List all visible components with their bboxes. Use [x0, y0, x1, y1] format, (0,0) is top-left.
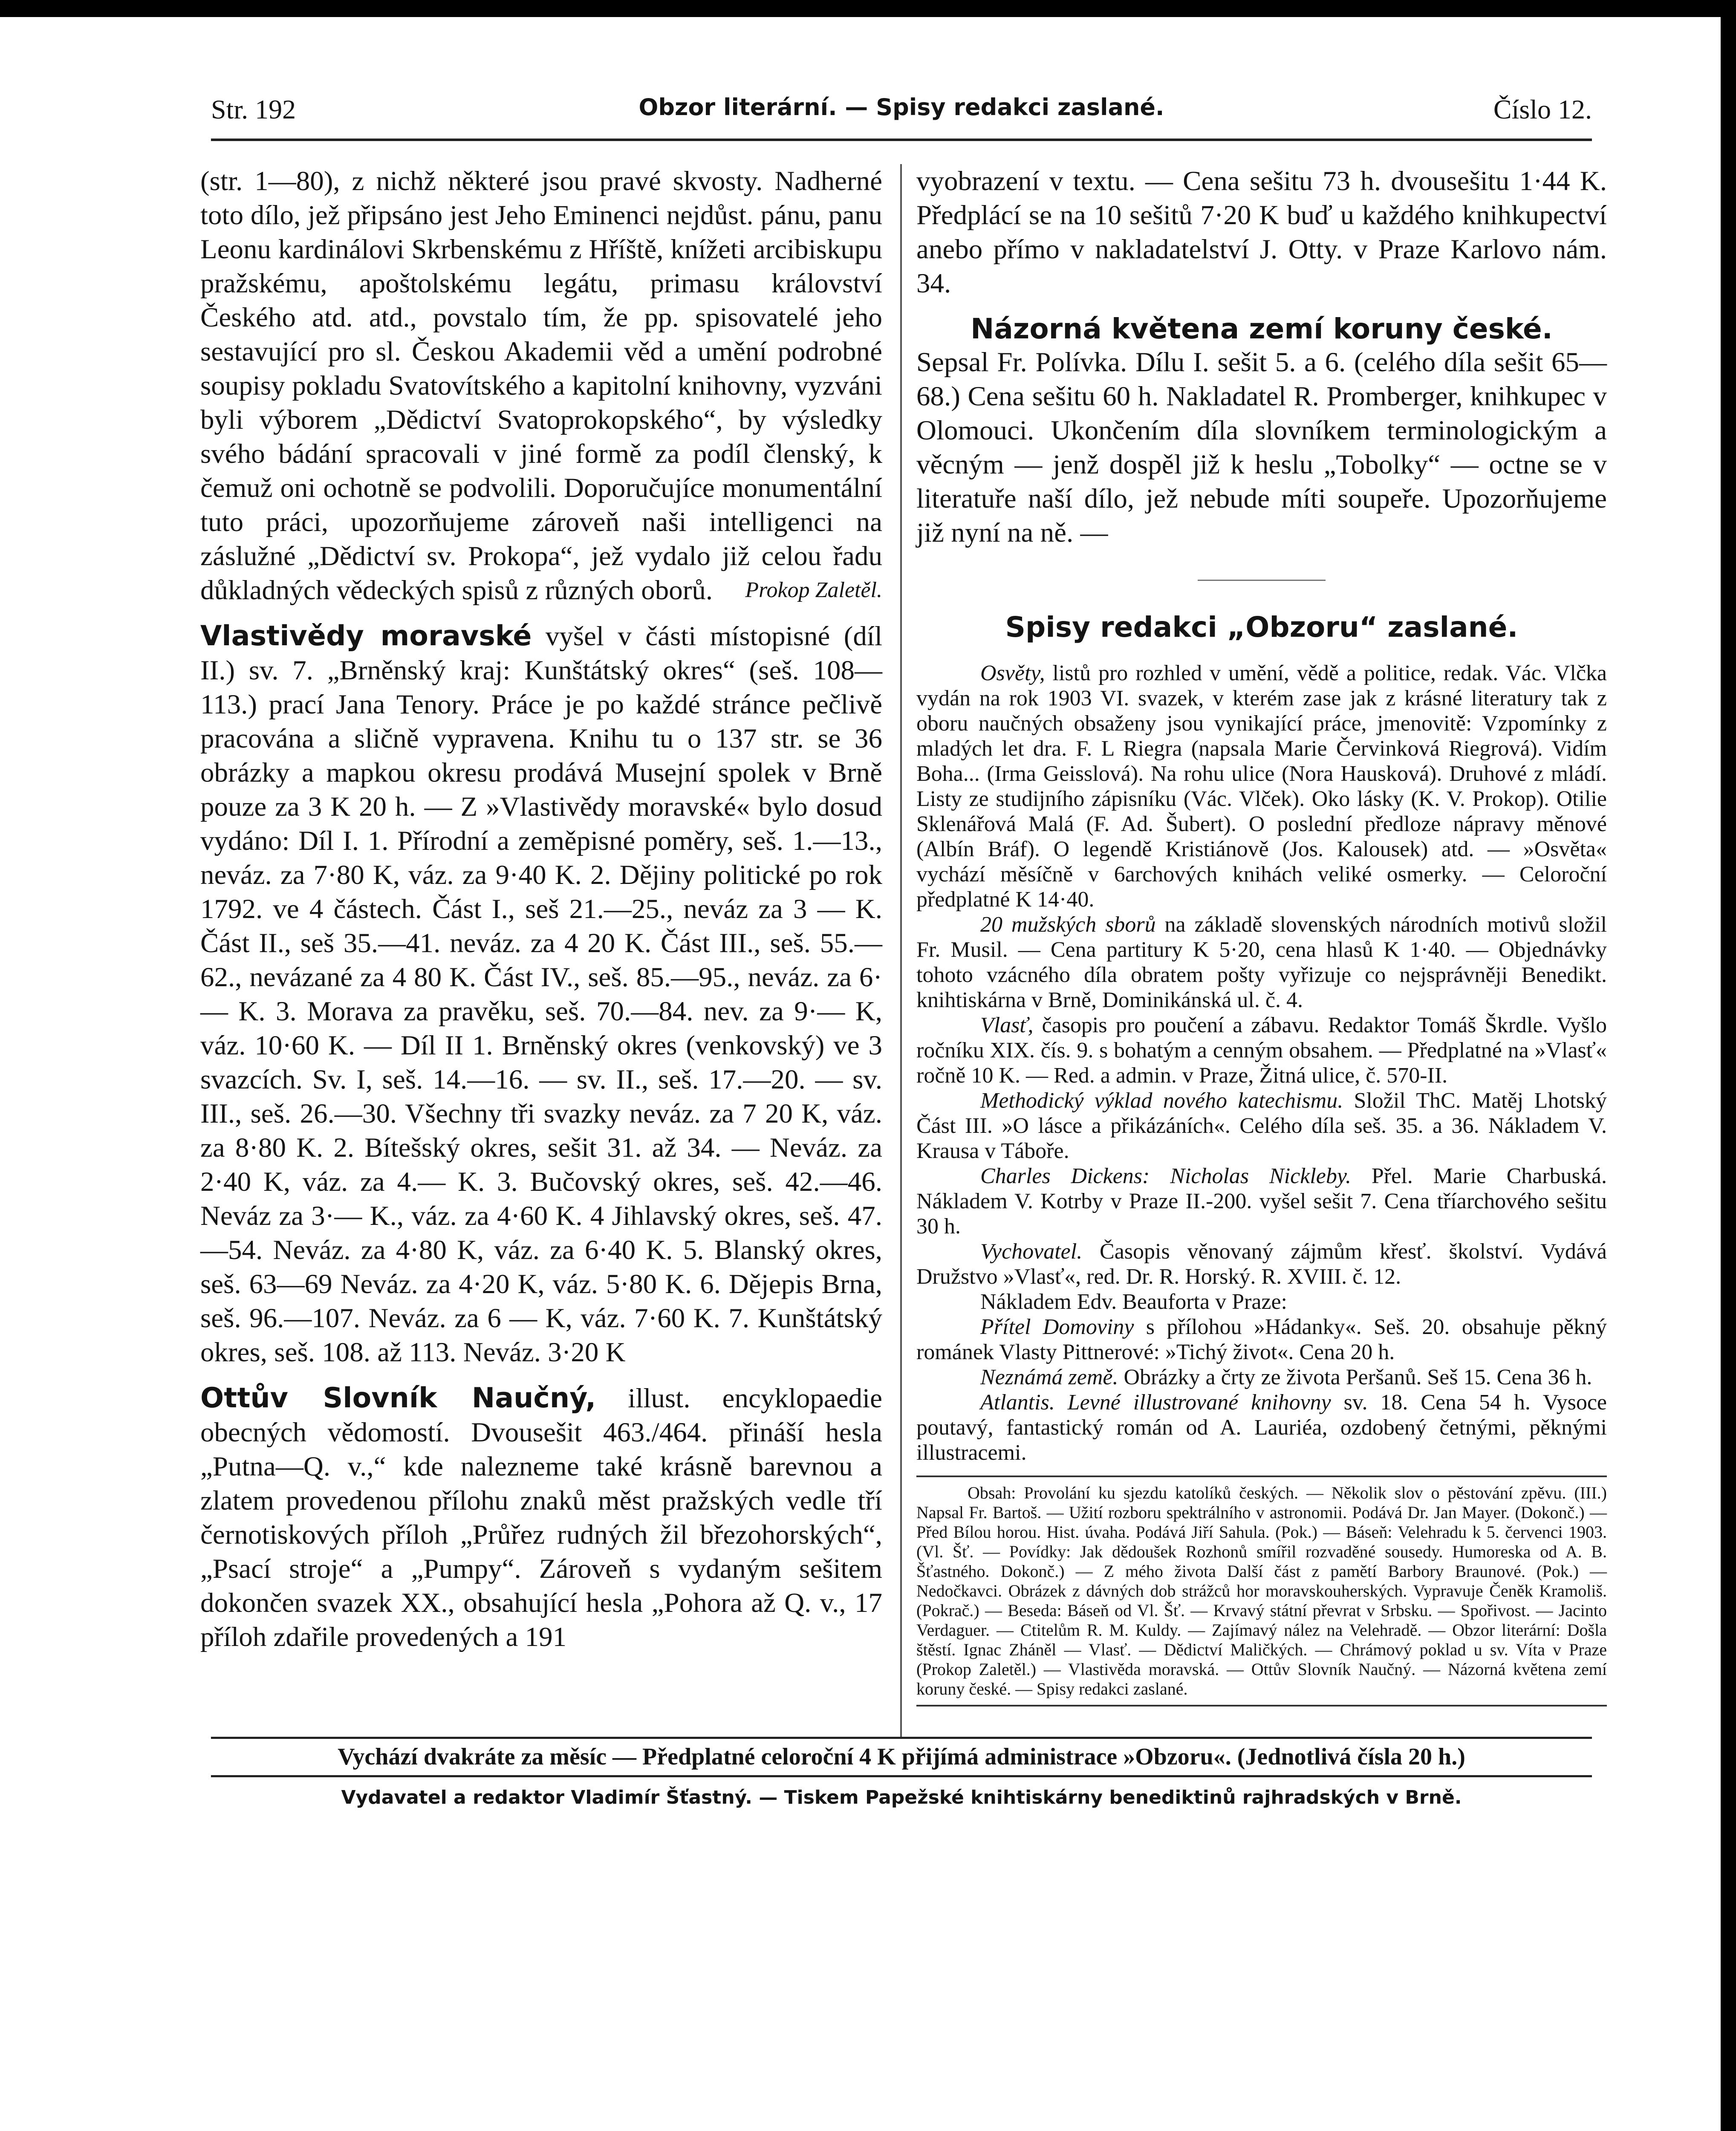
table-of-contents: Obsah: Provolání ku sjezdu katolíků českých. — Několik slov o pěstování zpěvu. (III.) Napsal Fr. Bartoš. — Užití rozboru spektrálního v astronomii. Podává Dr. Jan Mayer. (Dokonč.) — Před Bílou horou. Hist. úvaha. Podává Jiří Sahula. (Pok.) — Báseň: Velehradu k 5. červenci 1903. (Vl. Šť. — Povídky: Jak dědoušek Rozhonů smířil rozvaděné sousedy. Humoreska od A. B. Šťastného. Dokonč.) — Z mého života Další část z pamětí Barbory Braunové. (Pok.) — Nedočkavci. Obrázek z dávných dob strážců hor moravskouherských. Vypravuje Čeněk Kramoliš. (Pokrač.) — Beseda: Báseň od Vl. Šť. — Krvavý státní převrat v Srbsku. — Spořivost. — Jacinto Verdaguer. — Ctitelům R. M. Kuldy. — Zajímavý nález na Velehradě. — Obzor literární: Došla štěstí. Ignac Zháněl — Vlasť. — Dědictví Maličkých. — Chrámový poklad u sv. Víta v Praze (Prokop Zaletěl.) — Vlastivěda moravská. — Ottův Slovník Naučný. — Názorná květena zemí koruny české. — Spisy redakci zaslané. [916, 1483, 1607, 1698]
article-continuation [200, 164, 882, 607]
list-item [916, 661, 1607, 912]
item-title: Vlasť, [980, 1013, 1034, 1037]
list-item [916, 1390, 1607, 1465]
right-column [916, 164, 1607, 1707]
list-item [916, 912, 1607, 1013]
item-text: Přel. Marie Charbuská. Nákladem V. Kotrby v Praze II.-200. vyšel sešit 7. Cena tříarchového sešitu 30 h. [916, 1164, 1607, 1239]
ottuv-text: illust. encyklopaedie obecných vědomostí. Dvousešit 463./464. přináší hesla „Putna—Q. v.,“ kde nalezneme také krásně barevnou a zlatem provedenou přílohu znaků měst pražských vedle tří černotiskových příloh „Průřez rudných žil březohorských“, „Psací stroje“ a „Pumpy“. Zároveň s vydaným sešitem dokončen svazek XX., obsahující hesla „Pohora až Q. v., 17 příloh zdařile provedených a 191 [200, 1383, 882, 1652]
article-text: (str. 1—80), z nichž některé jsou pravé skvosty. Nadherné toto dílo, jež připsáno jest Jeho Eminenci nejdůst. pánu, panu Leonu kardinálovi Skrbenskému z Hříště, knížeti arcibiskupu pražskému, apoštolskému legátu, primasu království Českého atd. atd., povstalo tím, že pp. spisovatelé jeho sestavující pro sl. Českou Akademii věd a umění podrobné soupisy pokladu Svatovítského a kapitolní knihovny, vyzváni byli výborem „Dědictví Svatoprokopského“, by výsledky svého bádání spracovali v jiné formě za podíl členský, k čemuž oni ochotně se podvolili. Doporučujíce monumentální tuto práci, upozorňujeme zároveň naši intelligenci na záslužné „Dědictví sv. Prokopa“, jež vydalo již celou řadu důkladných vědeckých spisů z různých oborů. [200, 166, 882, 606]
scan-border-right [1721, 0, 1736, 2131]
item-title: Přítel Domoviny [980, 1315, 1134, 1339]
header-rule [211, 139, 1592, 141]
item-title: Methodický výklad nového katechismu. [980, 1089, 1343, 1113]
item-title: Atlantis. Levné illustrované knihovny [980, 1390, 1331, 1415]
item-text: listů pro rozhled v umění, vědě a politice, redak. Vác. Vlčka vydán na rok 1903 VI. svazek, v kterém zase jak z krásné literatury tak z oboru naučných obsaženy jsou vynikající práce, jmenovitě: Vzpomínky z mladých let dra. F. L Riegra (napsala Marie Červinková Riegrová). Vidím Boha... (Irma Geisslová). Na rohu ulice (Nora Hausková). Druhové z mládí. Listy ze studijního zápisníku (Vác. Vlček). Oko lásky (K. V. Prokop). Otilie Sklenářová Malá (F. Ad. Šubert). O poslední předloze nápravy měnové (Albín Bráf). O legendě Kristiánově (Jos. Kalousek) atd. — »Osvěta« vychází měsíčně v 6archových knihách veliké osmerky. — Celoroční předplatné K 14·40. [916, 661, 1607, 912]
item-text: na základě slovenských národních motivů složil Fr. Musil. — Cena partitury K 5·20, cena hlasů K 1·40. — Objednávky tohoto vzácného díla obratem pošty vyřizuje co nejsprávněji Benedikt. knihtiskárna v Brně, Dominikánská ul. č. 4. [916, 912, 1607, 1012]
item-text: s přílohou »Hádanky«. Seš. 20. obsahuje pěkný románek Vlasty Pittnerové: »Tichý život«. Cena 20 h. [916, 1315, 1607, 1364]
scan-border-top [0, 0, 1736, 17]
running-header [211, 94, 1592, 128]
section-divider [1198, 580, 1326, 581]
footer-rule-bottom [211, 1775, 1592, 1777]
item-text: Složil ThC. Matěj Lhotský Část III. »O lásce a přikázáních«. Celého díla seš. 35. a 36. Nákladem V. Krausa v Táboře. [916, 1089, 1607, 1163]
list-item [916, 1164, 1607, 1239]
article-signature: Prokop Zaletěl. [745, 578, 882, 602]
item-title: Neznámá země. [980, 1365, 1118, 1389]
footer-rule-top [211, 1737, 1592, 1739]
vlastivedy-notice [200, 619, 882, 1369]
list-item [916, 1289, 1607, 1314]
kvetena-text: Sepsal Fr. Polívka. Dílu I. sešit 5. a 6. (celého díla sešit 65—68.) Cena sešitu 60 h. Nakladatel R. Promberger, knihkupec v Olomouci. Ukončením díla slovníkem terminologickým a věcným — jenž dospěl již k heslu „Tobolky“ — octne se v literatuře naší dílo, jež nebude míti soupeře. Upozorňujeme již nyní na ně. — [916, 347, 1607, 548]
kvetena-title: Názorná květena zemí koruny české. [971, 312, 1553, 345]
ottuv-title: Ottův Slovník Naučný, [200, 1382, 596, 1414]
list-item [916, 1088, 1607, 1164]
list-item [916, 1239, 1607, 1289]
item-text: sv. 18. Cena 54 h. Vysoce poutavý, fantastický román od A. Lauriéa, ozdobený četnými, pěknými illustracemi. [916, 1390, 1607, 1465]
item-title: Osvěty, [980, 661, 1045, 685]
page-number: Str. 192 [211, 94, 296, 124]
item-text: Nákladem Edv. Beauforta v Praze: [980, 1290, 1288, 1314]
issue-number: Číslo 12. [1493, 94, 1592, 124]
item-title: 20 mužských sborů [980, 912, 1156, 937]
imprint-line: Vydavatel a redaktor Vladimír Šťastný. — Tiskem Papežské knihtiskárny benediktinů rajhradských v Brně. [341, 1787, 1462, 1808]
item-text: Obrázky a črty ze života Peršanů. Seš 15. Cena 36 h. [1118, 1365, 1592, 1389]
column-divider [900, 164, 902, 1737]
left-column [200, 164, 882, 1654]
header-title: Obzor literární. — Spisy redakci zaslané. [638, 94, 1164, 121]
item-title: Charles Dickens: Nicholas Nickleby. [980, 1164, 1352, 1188]
contents-rule-bottom [916, 1705, 1607, 1707]
list-item [916, 1013, 1607, 1088]
item-text: časopis pro poučení a zábavu. Redaktor Tomáš Škrdle. Vyšlo ročníku XIX. čís. 9. s bohatým a cenným obsahem. — Předplatné na »Vlasť« ročně 10 K. — Red. a admin. v Praze, Žitná ulice, č. 570-II. [916, 1013, 1607, 1088]
vlastivedy-title: Vlastivědy moravské [200, 620, 532, 652]
ottuv-notice [200, 1381, 882, 1654]
ottuv-notice-continued: vyobrazení v textu. — Cena sešitu 73 h. dvousešitu 1·44 K. Předplácí se na 10 sešitů 7·20 K buď u každého knihkupectví anebo přímo v nakladatelství J. Otty. v Praze Karlovo nám. 34. [916, 166, 1607, 299]
section-title: Spisy redakci „Obzoru“ zaslané. [1005, 611, 1518, 644]
list-item [916, 1314, 1607, 1365]
item-title: Vychovatel. [980, 1239, 1083, 1264]
subscription-line: Vychází dvakráte za měsíc — Předplatné celoroční 4 K přijímá administrace »Obzoru«. (Jednotlivá čísla 20 h.) [338, 1744, 1465, 1770]
contents-rule-top [916, 1476, 1607, 1477]
list-item [916, 1365, 1607, 1390]
vlastivedy-text: vyšel v části místopisné (díl II.) sv. 7. „Brněnský kraj: Kunštátský okres“ (seš. 108—113.) prací Jana Tenory. Práce je po každé stránce pečlivě pracována a sličně vypravena. Knihu tu o 137 str. se 36 obrázky a mapkou okresu prodává Musejní spolek v Brně pouze za 3 K 20 h. — Z »Vlastivědy moravské« bylo dosud vydáno: Díl I. 1. Přírodní a zeměpisné poměry, seš. 1.—13., neváz. za 7·80 K, váz. za 9·40 K. 2. Dějiny politické po rok 1792. ve 4 částech. Část I., seš 21.—25., neváz za 3 — K. Část II., seš 35.—41. neváz. za 4 20 K. Část III., seš. 55.—62., nevázané za 4 80 K. Část IV., seš. 85.—95., neváz. za 6·— K. 3. Morava za pravěku, seš. 70.—84. nev. za 9·— K, váz. 10·60 K. — Díl II 1. Brněnský okres (venkovský) ve 3 svazcích. Sv. I, seš. 14.—16. — sv. II., seš. 17.—20. — sv. III., seš. 26.—30. Všechny tři svazky neváz. za 7 20 K, váz. za 8·80 K. 2. Bítešský okres, sešit 31. až 34. — Neváz. za 2·40 K, váz. za 4.— K. 3. Bučovský okres, seš. 42.—46. Neváz za 3·— K., váz. za 4·60 K. 4 Jihlavský okres, seš. 47.—54. Neváz. za 4·80 K, váz. za 6·40 K. 5. Blanský okres, seš. 63—69 Neváz. za 4·20 K, váz. 5·80 K. 6. Dějepis Brna, seš. 96.—107. Neváz. za 6 — K, váz. 7·60 K. 7. Kunštátský okres, seš. 108. až 113. Neváz. 3·20 K [200, 621, 883, 1368]
item-text: Časopis věnovaný zájmům křesť. školství. Vydává Družstvo »Vlasť«, red. Dr. R. Horský. R. XVIII. č. 12. [916, 1239, 1607, 1289]
